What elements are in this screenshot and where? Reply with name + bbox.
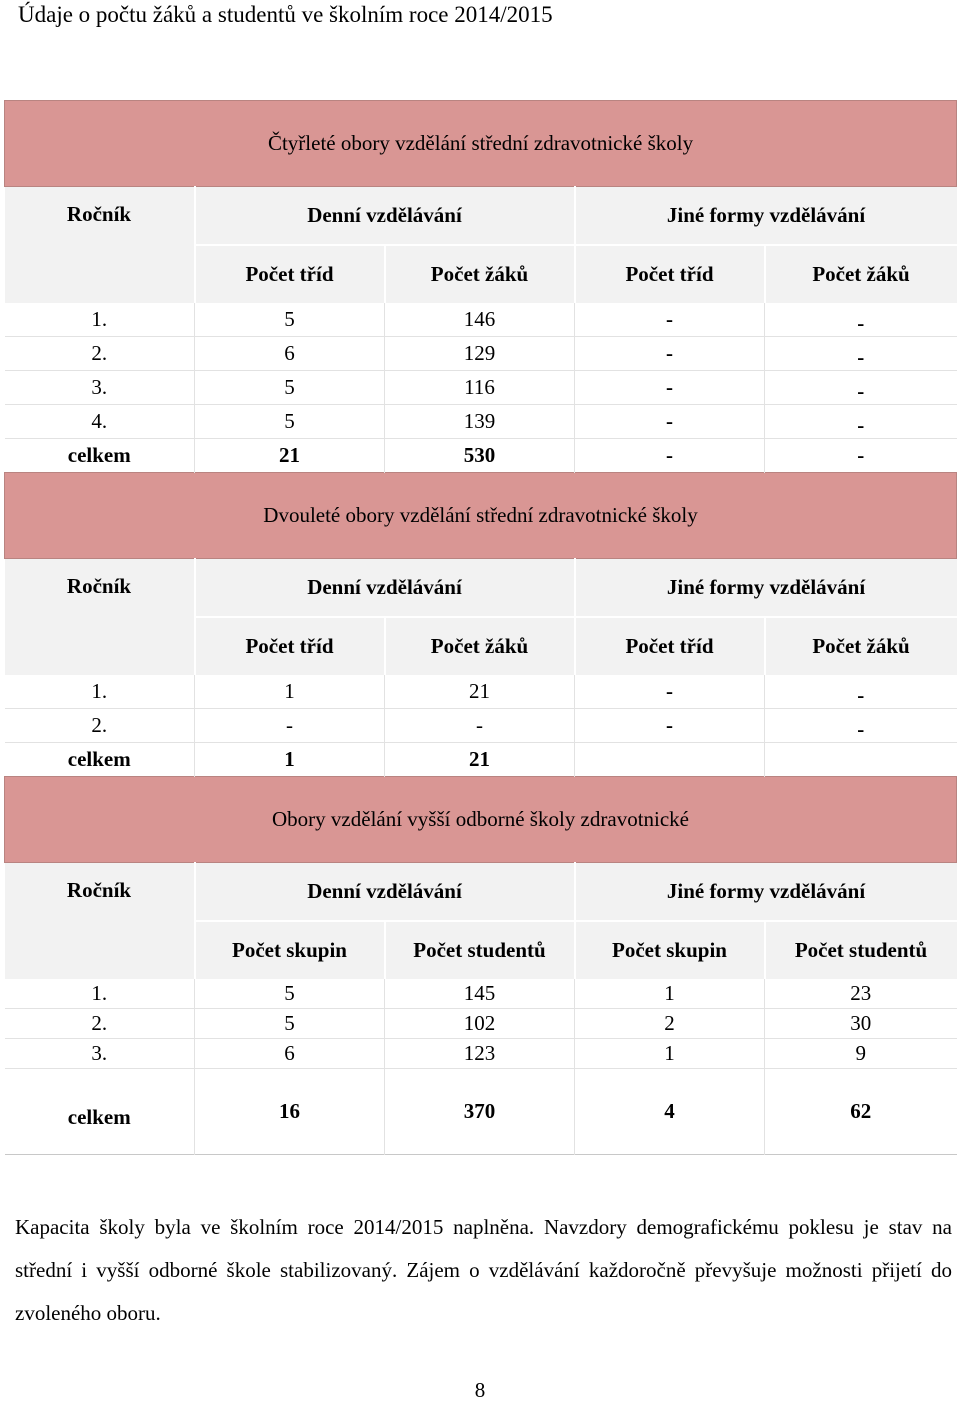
table-row bbox=[5, 1009, 957, 1039]
section-title: Čtyřleté obory vzdělání střední zdravotnické školy bbox=[5, 101, 957, 187]
cell: 2. bbox=[5, 1009, 195, 1039]
col-pocet-trid: Počet tříd bbox=[575, 245, 765, 303]
cell: 21 bbox=[385, 743, 575, 777]
cell: celkem bbox=[5, 439, 195, 473]
cell: 139 bbox=[385, 405, 575, 439]
column-header-row bbox=[5, 863, 957, 921]
cell: - bbox=[575, 303, 765, 337]
total-row bbox=[5, 439, 957, 473]
cell: 6 bbox=[195, 337, 385, 371]
cell: 5 bbox=[195, 979, 385, 1009]
col-pocet-zaku: Počet žáků bbox=[765, 245, 957, 303]
cell: 1. bbox=[5, 303, 195, 337]
section-title: Obory vzdělání vyšší odborné školy zdravotnické bbox=[5, 777, 957, 863]
table-row bbox=[5, 709, 957, 743]
cell: 6 bbox=[195, 1039, 385, 1069]
cell: 370 bbox=[385, 1069, 575, 1155]
cell: - bbox=[575, 709, 765, 743]
cell bbox=[765, 743, 957, 777]
cell: - bbox=[575, 371, 765, 405]
col-pocet-zaku: Počet žáků bbox=[385, 245, 575, 303]
total-row bbox=[5, 1069, 957, 1155]
cell: 3. bbox=[5, 1039, 195, 1069]
col-pocet-studentu: Počet studentů bbox=[385, 921, 575, 979]
cell: - bbox=[765, 405, 957, 439]
cell: - bbox=[765, 303, 957, 337]
cell: - bbox=[765, 675, 957, 709]
col-rocnik: Ročník bbox=[5, 863, 195, 979]
cell: 1 bbox=[575, 979, 765, 1009]
cell: - bbox=[765, 337, 957, 371]
col-pocet-zaku: Počet žáků bbox=[385, 617, 575, 675]
cell: 116 bbox=[385, 371, 575, 405]
table-row bbox=[5, 979, 957, 1009]
cell: - bbox=[575, 439, 765, 473]
col-jine: Jiné formy vzdělávání bbox=[575, 187, 957, 245]
table-row bbox=[5, 337, 957, 371]
col-rocnik: Ročník bbox=[5, 187, 195, 303]
col-jine: Jiné formy vzdělávání bbox=[575, 863, 957, 921]
cell: 16 bbox=[195, 1069, 385, 1155]
cell: 146 bbox=[385, 303, 575, 337]
cell bbox=[575, 743, 765, 777]
cell: - bbox=[195, 709, 385, 743]
cell: 1. bbox=[5, 979, 195, 1009]
cell: - bbox=[765, 709, 957, 743]
column-header-row bbox=[5, 559, 957, 617]
pupil-counts-table bbox=[4, 100, 957, 1155]
cell: 1 bbox=[195, 675, 385, 709]
cell: 2. bbox=[5, 337, 195, 371]
cell: 21 bbox=[385, 675, 575, 709]
cell: 21 bbox=[195, 439, 385, 473]
cell: - bbox=[765, 371, 957, 405]
cell: 62 bbox=[850, 1099, 872, 1123]
table-row bbox=[5, 1039, 957, 1069]
cell: 530 bbox=[385, 439, 575, 473]
cell: 123 bbox=[385, 1039, 575, 1069]
cell: 2. bbox=[5, 709, 195, 743]
cell: 3. bbox=[5, 371, 195, 405]
summary-paragraph: Kapacita školy byla ve školním roce 2014/2015 naplněna. Navzdory demografickému poklesu je stav na střední i vyšší odborné škole stabilizovaný. Zájem o vzdělávání každoročně převyšuje možnosti přijetí do zvoleného oboru. bbox=[15, 1215, 952, 1325]
cell: celkem bbox=[5, 1069, 195, 1155]
cell: 23 bbox=[765, 979, 957, 1009]
col-denni: Denní vzdělávání bbox=[195, 187, 575, 245]
cell: 102 bbox=[385, 1009, 575, 1039]
col-pocet-trid: Počet tříd bbox=[575, 617, 765, 675]
cell: - bbox=[575, 675, 765, 709]
column-header-row bbox=[5, 187, 957, 245]
cell: - bbox=[575, 337, 765, 371]
col-pocet-studentu: Počet studentů bbox=[765, 921, 957, 979]
col-pocet-skupin: Počet skupin bbox=[195, 921, 385, 979]
cell: 145 bbox=[385, 979, 575, 1009]
section-header bbox=[5, 101, 957, 187]
cell: celkem bbox=[5, 743, 195, 777]
cell: 1 bbox=[575, 1039, 765, 1069]
cell: 4 bbox=[575, 1069, 765, 1155]
cell: 30 bbox=[765, 1009, 957, 1039]
col-pocet-trid: Počet tříd bbox=[195, 245, 385, 303]
section-title: Dvouleté obory vzdělání střední zdravotnické školy bbox=[5, 473, 957, 559]
cell: 5 bbox=[195, 371, 385, 405]
cell: 4. bbox=[5, 405, 195, 439]
table-row bbox=[5, 303, 957, 337]
cell: - bbox=[385, 709, 575, 743]
col-denni: Denní vzdělávání bbox=[195, 863, 575, 921]
col-pocet-skupin: Počet skupin bbox=[575, 921, 765, 979]
page-number: 8 bbox=[474, 1378, 486, 1402]
cell: 5 bbox=[195, 405, 385, 439]
cell: 1 bbox=[195, 743, 385, 777]
col-jine: Jiné formy vzdělávání bbox=[575, 559, 957, 617]
col-pocet-trid: Počet tříd bbox=[195, 617, 385, 675]
table-row bbox=[5, 675, 957, 709]
col-pocet-zaku: Počet žáků bbox=[765, 617, 957, 675]
col-rocnik: Ročník bbox=[5, 559, 195, 675]
section-header bbox=[5, 473, 957, 559]
cell: - bbox=[857, 443, 865, 467]
cell: 2 bbox=[575, 1009, 765, 1039]
page-title: Údaje o počtu žáků a studentů ve školním roce 2014/2015 bbox=[18, 2, 553, 27]
section-header bbox=[5, 777, 957, 863]
cell: 9 bbox=[765, 1039, 957, 1069]
cell: 5 bbox=[195, 1009, 385, 1039]
cell: 5 bbox=[195, 303, 385, 337]
table-row bbox=[5, 405, 957, 439]
col-denni: Denní vzdělávání bbox=[195, 559, 575, 617]
cell: 1. bbox=[5, 675, 195, 709]
total-row bbox=[5, 743, 957, 777]
cell: - bbox=[575, 405, 765, 439]
table-row bbox=[5, 371, 957, 405]
cell: 129 bbox=[385, 337, 575, 371]
